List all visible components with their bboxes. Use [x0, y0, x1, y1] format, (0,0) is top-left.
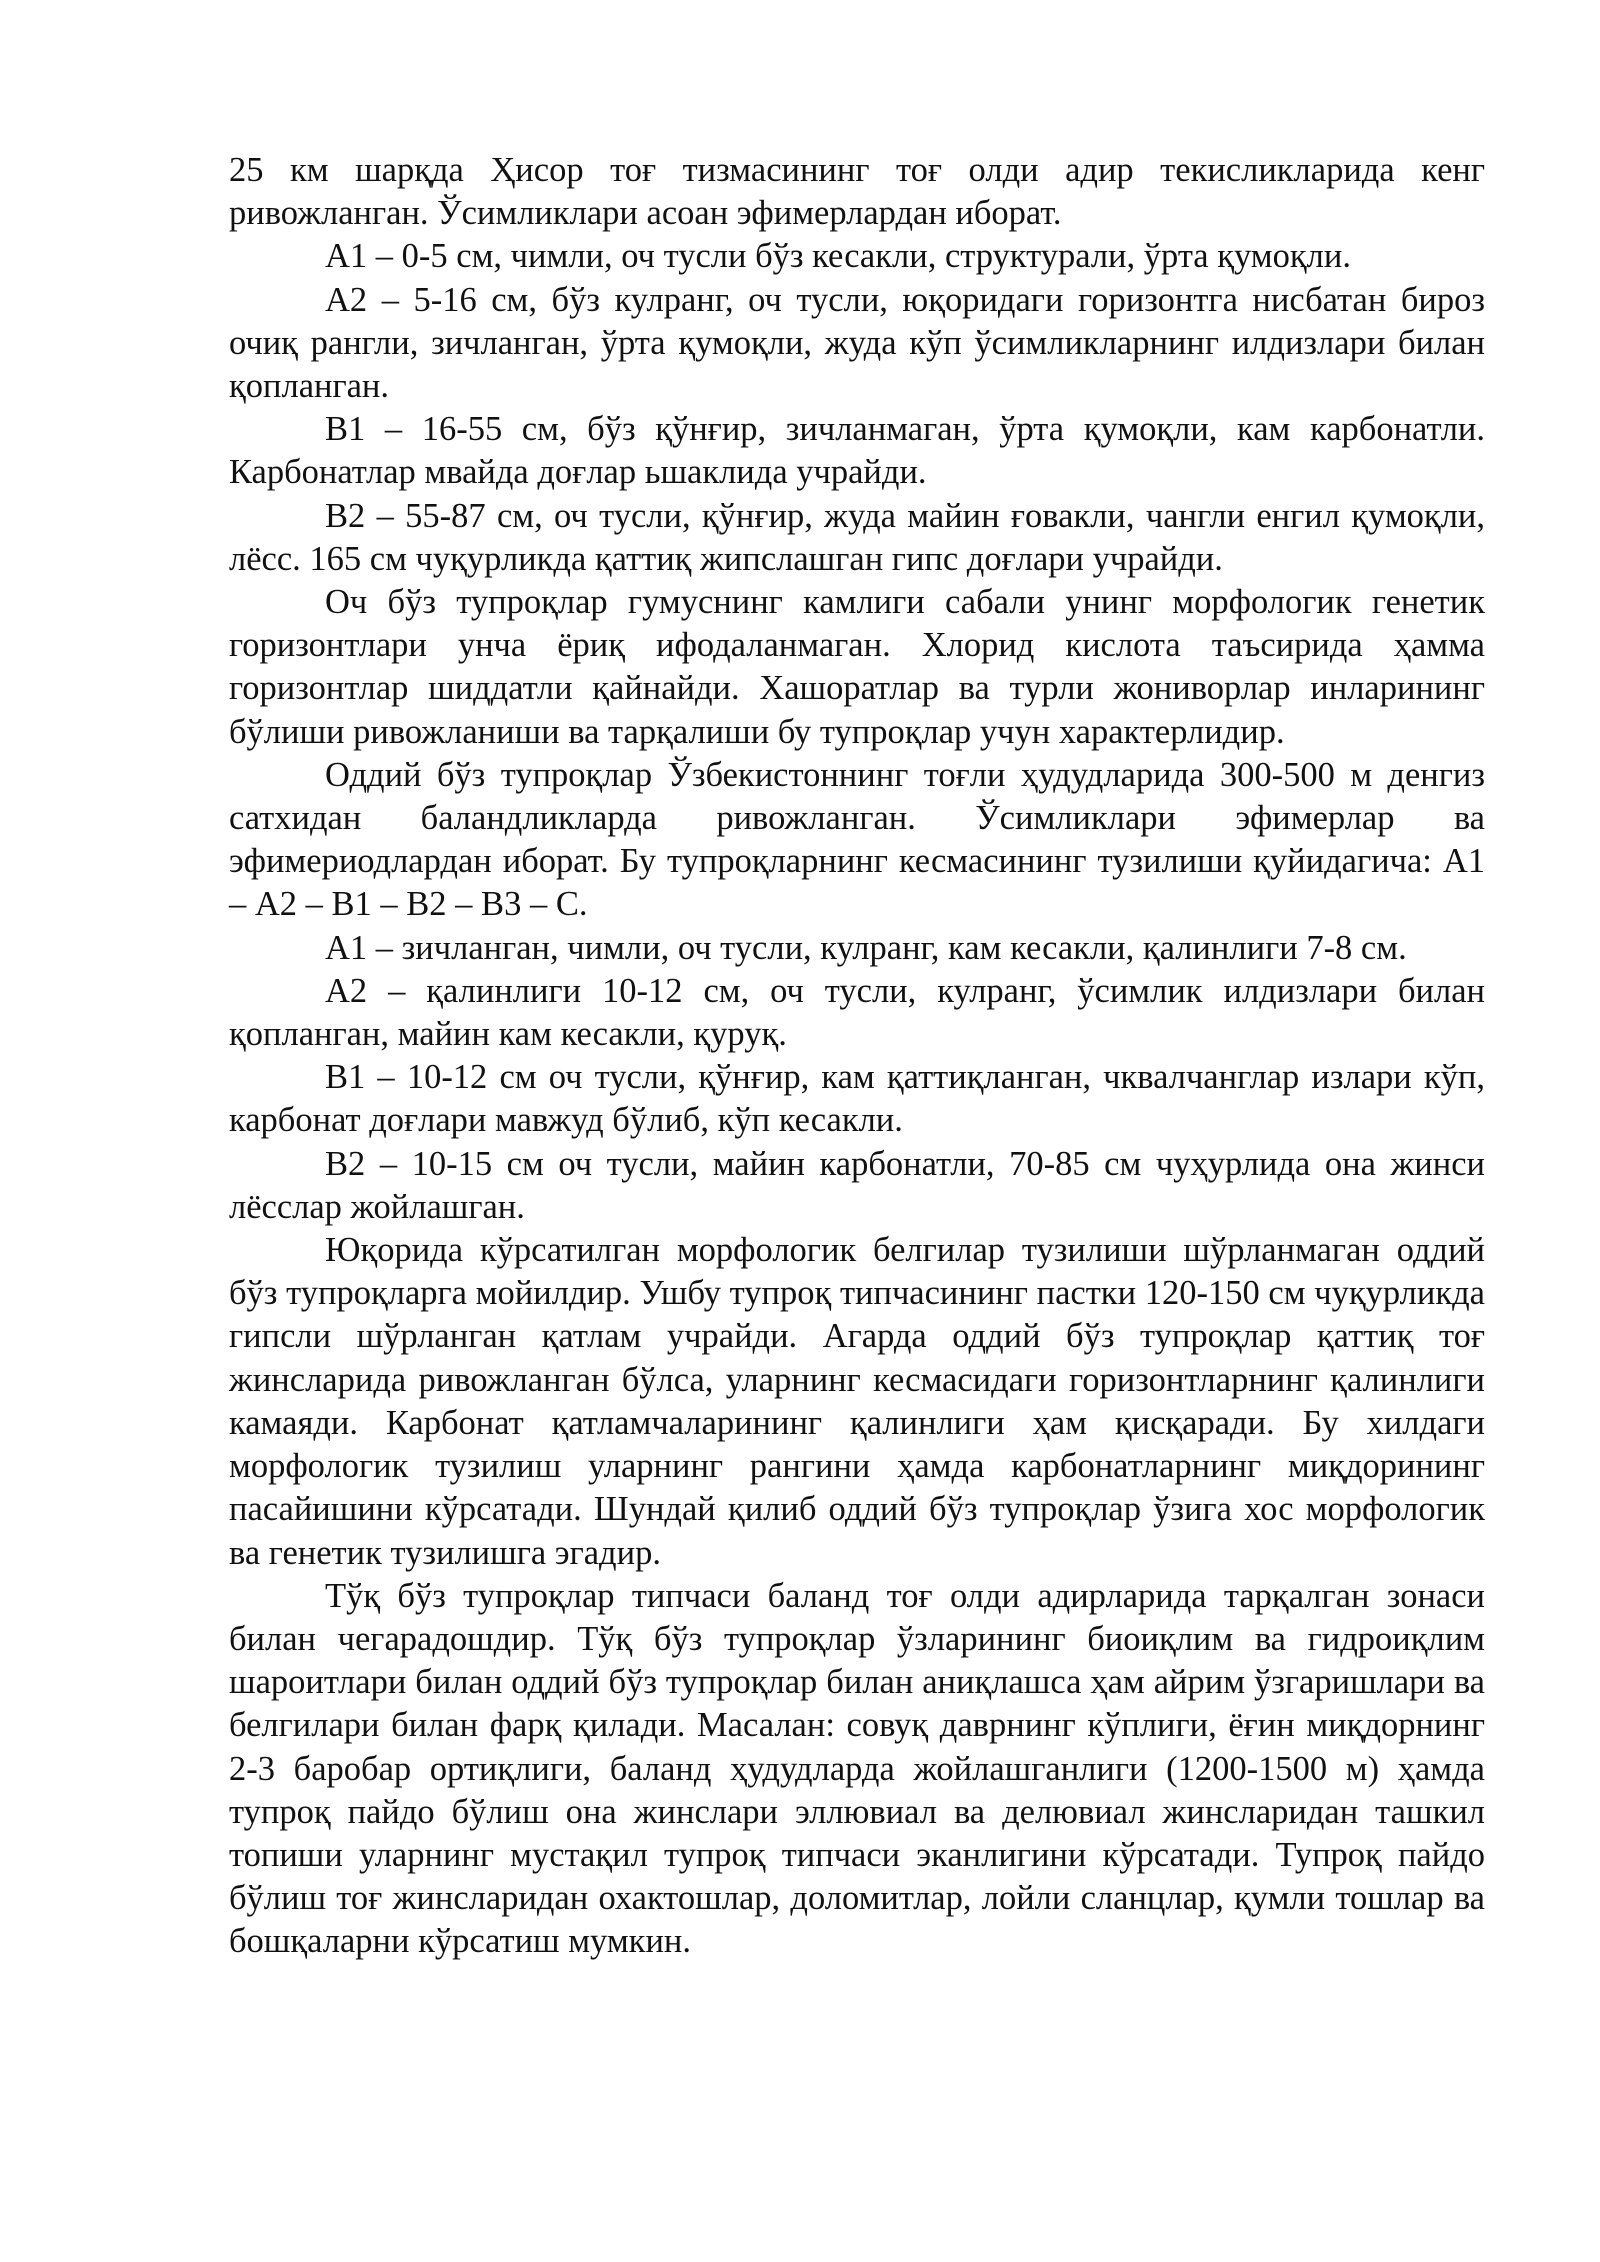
- paragraph: А2 – 5-16 см, бўз кулранг, оч тусли, юқоридаги горизонтга нисбатан бироз очиқ рангли, зичланган, ўрта қумоқли, жуда кўп ўсимликларнинг илдизлари билан қопланган.: [229, 280, 1485, 406]
- paragraph: В2 – 55-87 см, оч тусли, қўнғир, жуда майин ғовакли, чангли енгил қумоқли, лёсс. 165 см чуқурликда қаттиқ жипслашган гипс доғлари учрайди.: [229, 496, 1485, 578]
- paragraph: В1 – 10-12 см оч тусли, қўнғир, кам қаттиқланган, чквалчанглар излари кўп, карбонат доғлари мавжуд бўлиб, кўп кесакли.: [229, 1058, 1485, 1140]
- paragraph: 25 км шарқда Ҳисор тоғ тизмасининг тоғ олди адир текисликларида кенг ривожланган. Ўсимликлари асоан эфимерлардан иборат.: [229, 151, 1485, 233]
- paragraph: А2 – қалинлиги 10-12 см, оч тусли, кулранг, ўсимлик илдизлари билан қопланган, майин кам кесакли, қуруқ.: [229, 971, 1485, 1054]
- paragraph: А1 – 0-5 см, чимли, оч тусли бўз кесакли, структурали, ўрта қумоқли.: [325, 237, 1351, 276]
- document-page: [229, 149, 1485, 1964]
- paragraph: Оч бўз тупроқлар гумуснинг камлиги сабали унинг морфологик генетик горизонтлари унча ёриқ ифодаланмаган. Хлорид кислота таъсирида ҳамма горизонтлар шиддатли қайнайди. Хашоратлар ва турли жониворлар инларининг бўлиши ривожланиши ва тарқалиши бу тупроқлар учун характерлидир.: [229, 583, 1485, 751]
- paragraph: В2 – 10-15 см оч тусли, майин карбонатли, 70-85 см чуҳурлида она жинси лёсслар жойлашган.: [229, 1144, 1485, 1226]
- paragraph: В1 – 16-55 см, бўз қўнғир, зичланмаган, ўрта қумоқли, кам карбонатли. Карбонатлар мвайда доғлар ьшаклида учрайди.: [229, 410, 1485, 492]
- paragraph: А1 – зичланган, чимли, оч тусли, кулранг, кам кесакли, қалинлиги 7-8 см.: [325, 928, 1407, 967]
- paragraph: Тўқ бўз тупроқлар типчаси баланд тоғ олди адирларида тарқалган зонаси билан чегарадошдир. Тўқ бўз тупроқлар ўзларининг биоиқлим ва гидроиқлим шароитлари билан оддий бўз тупроқлар билан аниқлашса ҳам айрим ўзгаришлари ва белгилари билан фарқ қилади. Масалан: совуқ даврнинг кўплиги, ёғин миқдорнинг 2-3 баробар ортиқлиги, баланд ҳудудларда жойлашганлиги (1200-1500 м) ҳамда тупроқ пайдо бўлиш она жинслари эллювиал ва делювиал жинсларидан ташкил топиши уларнинг мустақил тупроқ типчаси эканлигини кўрсатади. Тупроқ пайдо бўлиш тоғ жинсларидан охактошлар, доломитлар, лойли сланцлар, қумли тошлар ва бошқаларни кўрсатиш мумкин.: [229, 1576, 1485, 1961]
- paragraph: Юқорида кўрсатилган морфологик белгилар тузилиши шўрланмаган оддий бўз тупроқларга мойилдир. Ушбу тупроқ типчасининг пастки 120-150 см чуқурликда гипсли шўрланган қатлам учрайди. Агарда оддий бўз тупроқлар қаттиқ тоғ жинсларида ривожланган бўлса, уларнинг кесмасидаги горизонтларнинг қалинлиги камаяди. Карбонат қатламчаларининг қалинлиги ҳам қисқаради. Бу хилдаги морфологик тузилиш уларнинг рангини ҳамда карбонатларнинг миқдорининг пасайишини кўрсатади. Шундай қилиб оддий бўз тупроқлар ўзига хос морфологик ва генетик тузилишга эгадир.: [229, 1231, 1485, 1572]
- paragraph: Оддий бўз тупроқлар Ўзбекистоннинг тоғли ҳудудларида 300-500 м денгиз сатхидан баландликларда ривожланган. Ўсимликлари эфимерлар ва эфимериодлардан иборат. Бу тупроқларнинг кесмасининг тузилиши қуйидагича: А1 – А2 – В1 – В2 – В3 – С.: [229, 755, 1485, 924]
